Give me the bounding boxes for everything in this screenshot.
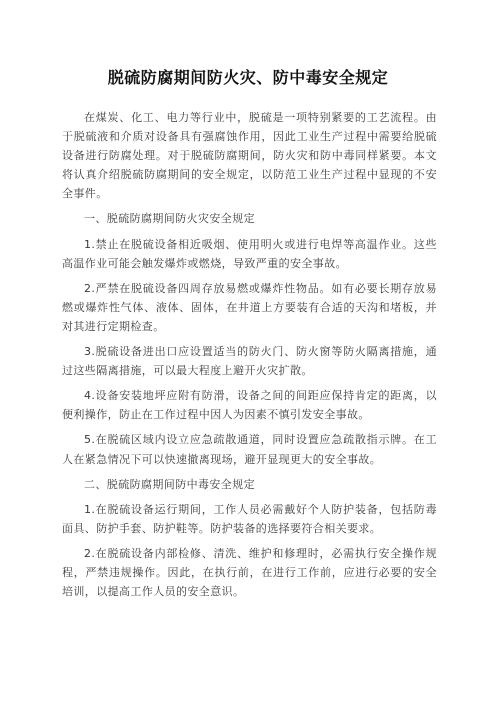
fire-rule-3: 3.脱硫设备进出口应设置适当的防火门、防火窗等防火隔离措施，通过这些隔离措施，可以最大程度上避开火灾扩散。 bbox=[62, 345, 437, 378]
poison-rule-1: 1.在脱硫设备运行期间，工作人员必需戴好个人防护装备，包括防毒面具、防护手套、防护鞋等。防护装备的选择要符合相关要求。 bbox=[62, 502, 437, 535]
section-heading-poison: 二、脱硫防腐期间防中毒安全规定 bbox=[84, 477, 255, 491]
fire-rule-4: 4.设备安装地坪应附有防滑，设备之间的间距应保持肯定的距离，以便利操作，防止在工作过程中因人为因素不慎引发安全事故。 bbox=[62, 389, 437, 422]
poison-rule-2: 2.在脱硫设备内部检修、清洗、维护和修理时，必需执行安全操作规程，严禁违规操作。因此，在执行前，在进行工作前，应进行必要的安全培训，以提高工作人员的安全意识。 bbox=[62, 546, 437, 599]
document-title: 脱硫防腐期间防火灾、防中毒安全规定 bbox=[107, 68, 389, 87]
document-body bbox=[62, 108, 437, 607]
section-heading-fire: 一、脱硫防腐期间防火灾安全规定 bbox=[84, 212, 255, 226]
fire-rule-5: 5.在脱硫区域内设立应急疏散通道，同时设置应急疏散指示牌。在工人在紧急情况下可以快速撤离现场，避开显现更大的安全事故。 bbox=[62, 433, 437, 466]
fire-rule-2: 2.严禁在脱硫设备四周存放易燃或爆炸性物品。如有必要长期存放易燃或爆炸性气体、液体、固体，在井道上方要装有合适的天沟和堵板，并对其进行定期检查。 bbox=[62, 281, 437, 333]
intro-paragraph: 在煤炭、化工、电力等行业中，脱硫是一项特别紧要的工艺流程。由于脱硫液和介质对设备具有强腐蚀作用，因此工业生产过程中需要给脱硫设备进行防腐处理。对于脱硫防腐期间，防火灾和防中毒同样紧要。本文将认真介绍脱硫防腐期间的安全规定，以防范工业生产过程中显现的不安全事件。 bbox=[62, 111, 437, 201]
fire-rule-1: 1.禁止在脱硫设备相近吸烟、使用明火或进行电焊等高温作业。这些高温作业可能会触发爆炸或燃烧，导致严重的安全事故。 bbox=[62, 237, 437, 270]
